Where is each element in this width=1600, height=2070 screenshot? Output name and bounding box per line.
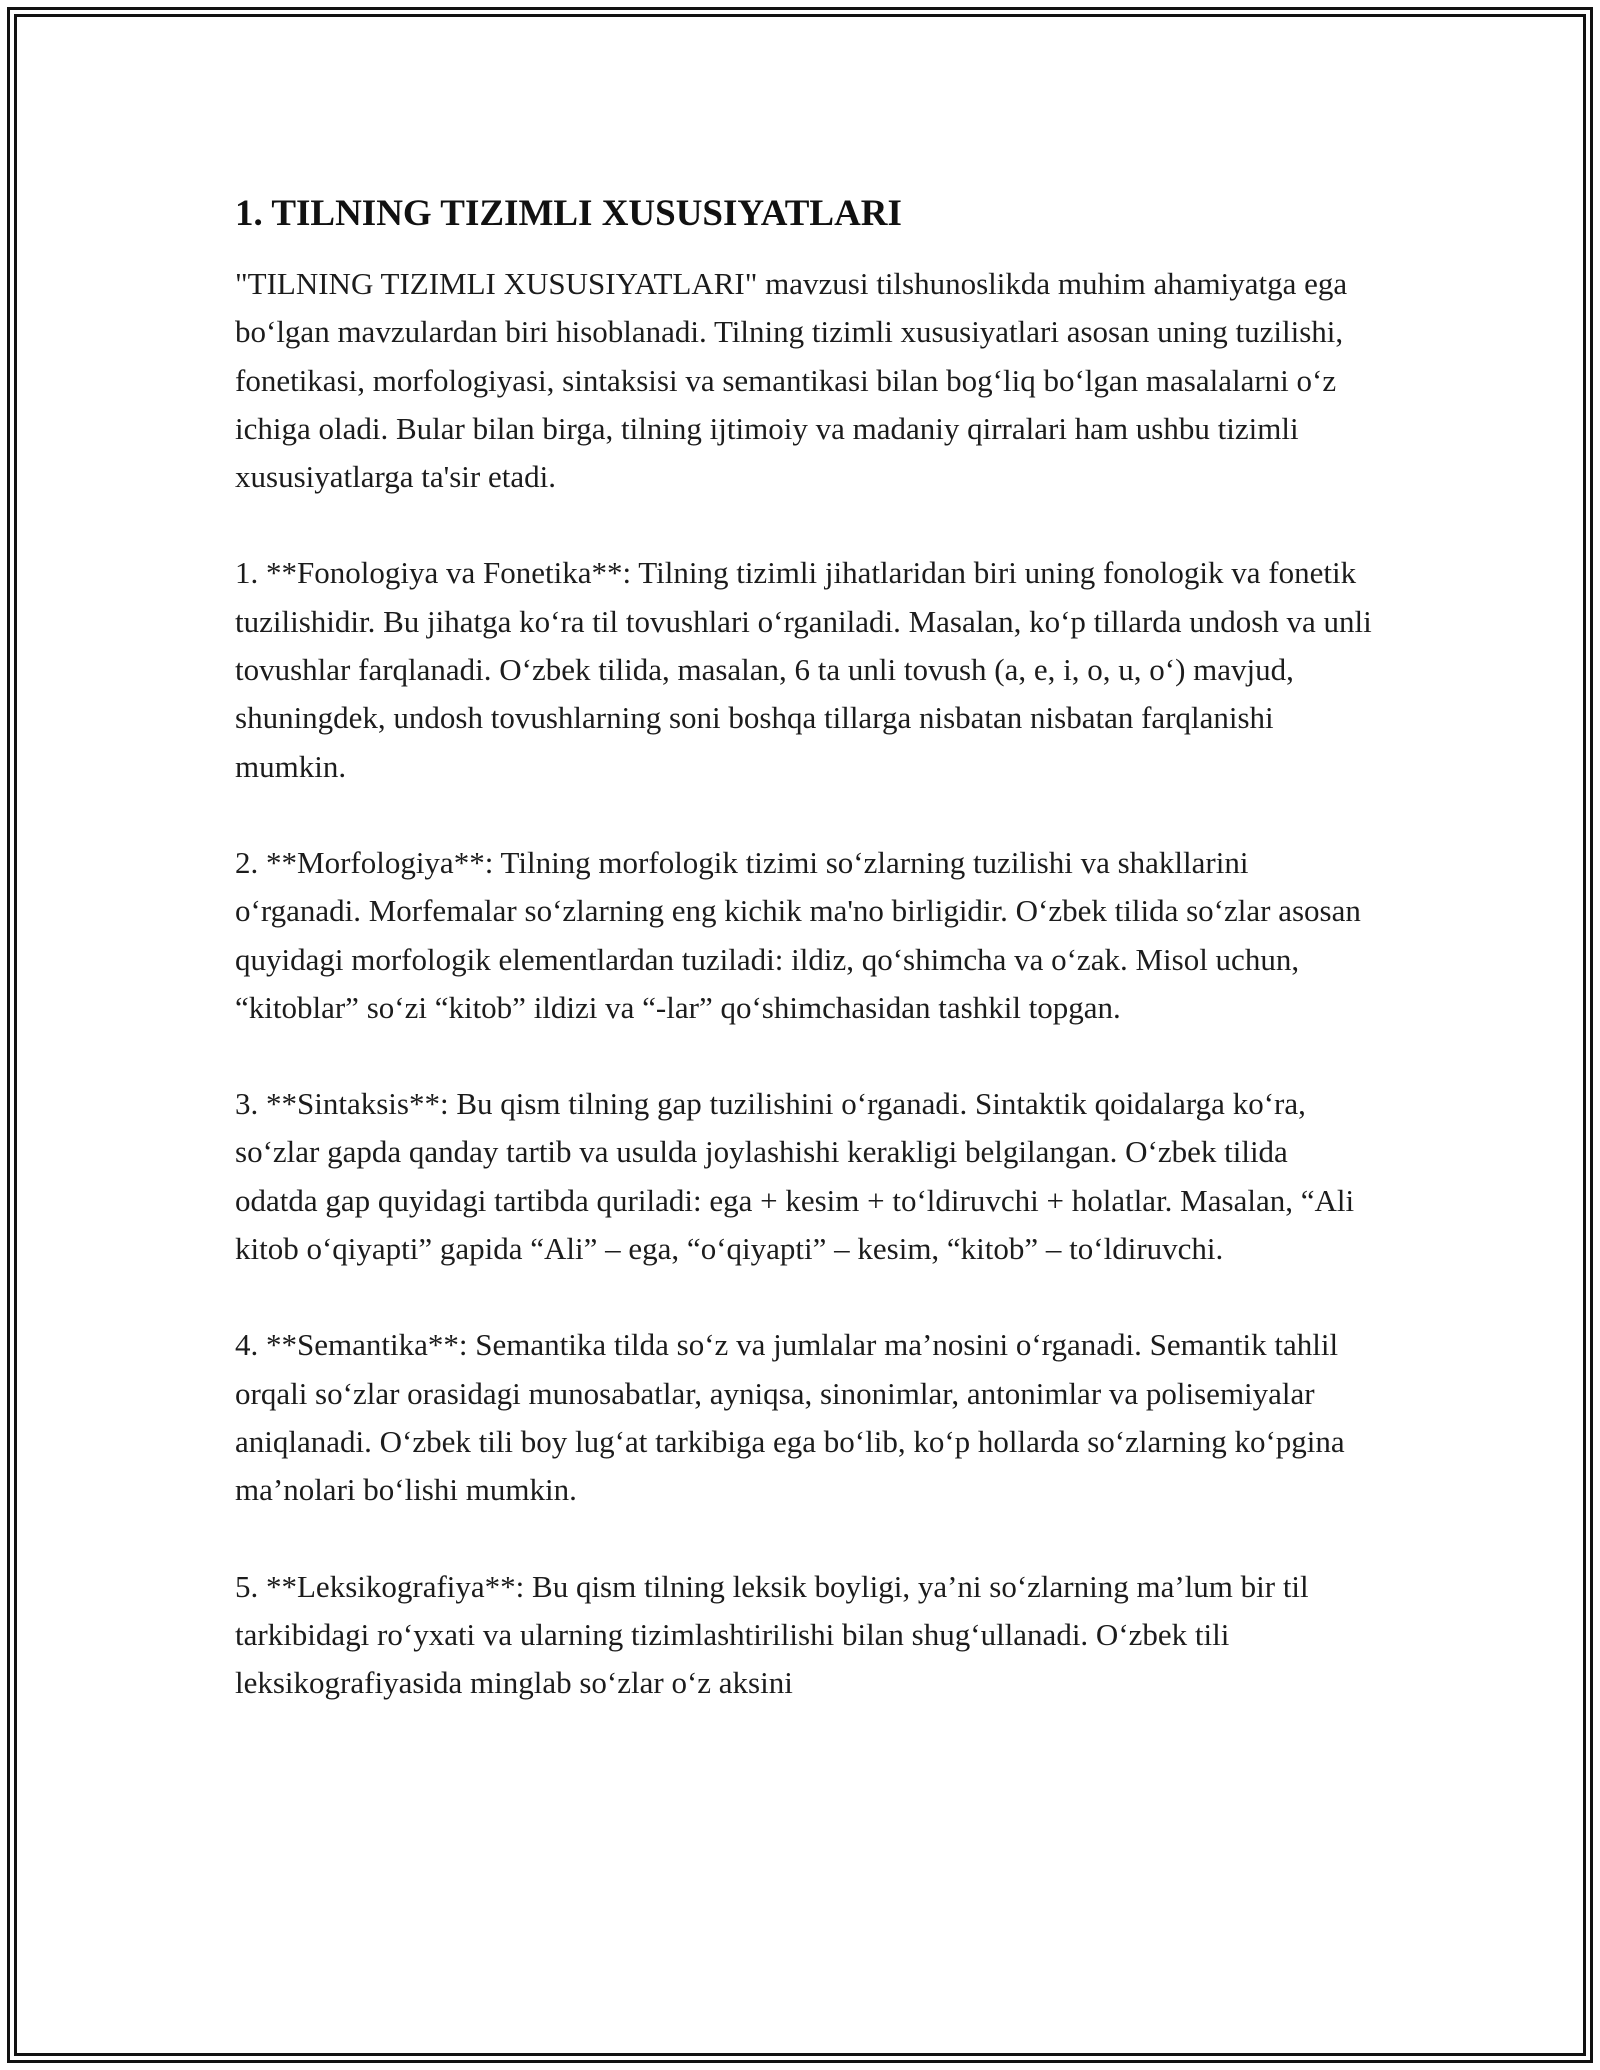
intro-paragraph: "TILNING TIZIMLI XUSUSIYATLARI" mavzusi tilshunoslikda muhim ahamiyatga ega boʻlgan mavzulardan biri hisoblanadi. Tilning tizimli xususiyatlari asosan uning tuzilishi, fonetikasi, morfologiyasi, sintaksisi va semantikasi bilan bogʻliq boʻlgan masalalarni oʻz ichiga oladi. Bular bilan birga, tilning ijtimoiy va madaniy qirralari ham ushbu tizimli xususiyatlarga ta'sir etadi. xyxy=(235,266,1348,495)
paragraph-morfologiya: 2. **Morfologiya**: Tilning morfologik tizimi soʻzlarning tuzilishi va shakllarini oʻrganadi. Morfemalar soʻzlarning eng kichik ma'no birligidir. Oʻzbek tilida soʻzlar asosan quyidagi morfologik elementlardan tuziladi: ildiz, qoʻshimcha va oʻzak. Misol uchun, “kitoblar” soʻzi “kitob” ildizi va “-lar” qoʻshimchasidan tashkil topgan. xyxy=(235,844,1361,1025)
paragraph-semantika: 4. **Semantika**: Semantika tilda soʻz va jumlalar ma’nosini oʻrganadi. Semantik tahlil orqali soʻzlar orasidagi munosabatlar, ayniqsa, sinonimlar, antonimlar va polisemiyalar aniqlanadi. Oʻzbek tili boy lugʻat tarkibiga ega boʻlib, koʻp hollarda soʻzlarning koʻpgina ma’nolari boʻlishi mumkin. xyxy=(235,1327,1345,1508)
page-title: 1. TILNING TIZIMLI XUSUSIYATLARI xyxy=(235,193,902,234)
paragraph-leksikografiya: 5. **Leksikografiya**: Bu qism tilning leksik boyligi, ya’ni soʻzlarning ma’lum bir til tarkibidagi roʻyxati va ularning tizimlashtirilishi bilan shugʻullanadi. Oʻzbek tili leksikografiyasida minglab soʻzlar oʻz aksini xyxy=(235,1568,1309,1701)
document-body xyxy=(235,190,1375,1755)
paragraph-fonologiya: 1. **Fonologiya va Fonetika**: Tilning tizimli jihatlaridan biri uning fonologik va fonetik tuzilishidir. Bu jihatga koʻra til tovushlari oʻrganiladi. Masalan, koʻp tillarda undosh va unli tovushlar farqlanadi. Oʻzbek tilida, masalan, 6 ta unli tovush (a, e, i, o, u, oʻ) mavjud, shuningdek, undosh tovushlarning soni boshqa tillarga nisbatan nisbatan farqlanishi mumkin. xyxy=(235,555,1372,784)
paragraph-sintaksis: 3. **Sintaksis**: Bu qism tilning gap tuzilishini oʻrganadi. Sintaktik qoidalarga koʻra, soʻzlar gapda qanday tartib va usulda joylashishi kerakligi belgilangan. Oʻzbek tilida odatda gap quyidagi tartibda quriladi: ega + kesim + toʻldiruvchi + holatlar. Masalan, “Ali kitob oʻqiyapti” gapida “Ali” – ega, “oʻqiyapti” – kesim, “kitob” – toʻldiruvchi. xyxy=(235,1086,1355,1267)
